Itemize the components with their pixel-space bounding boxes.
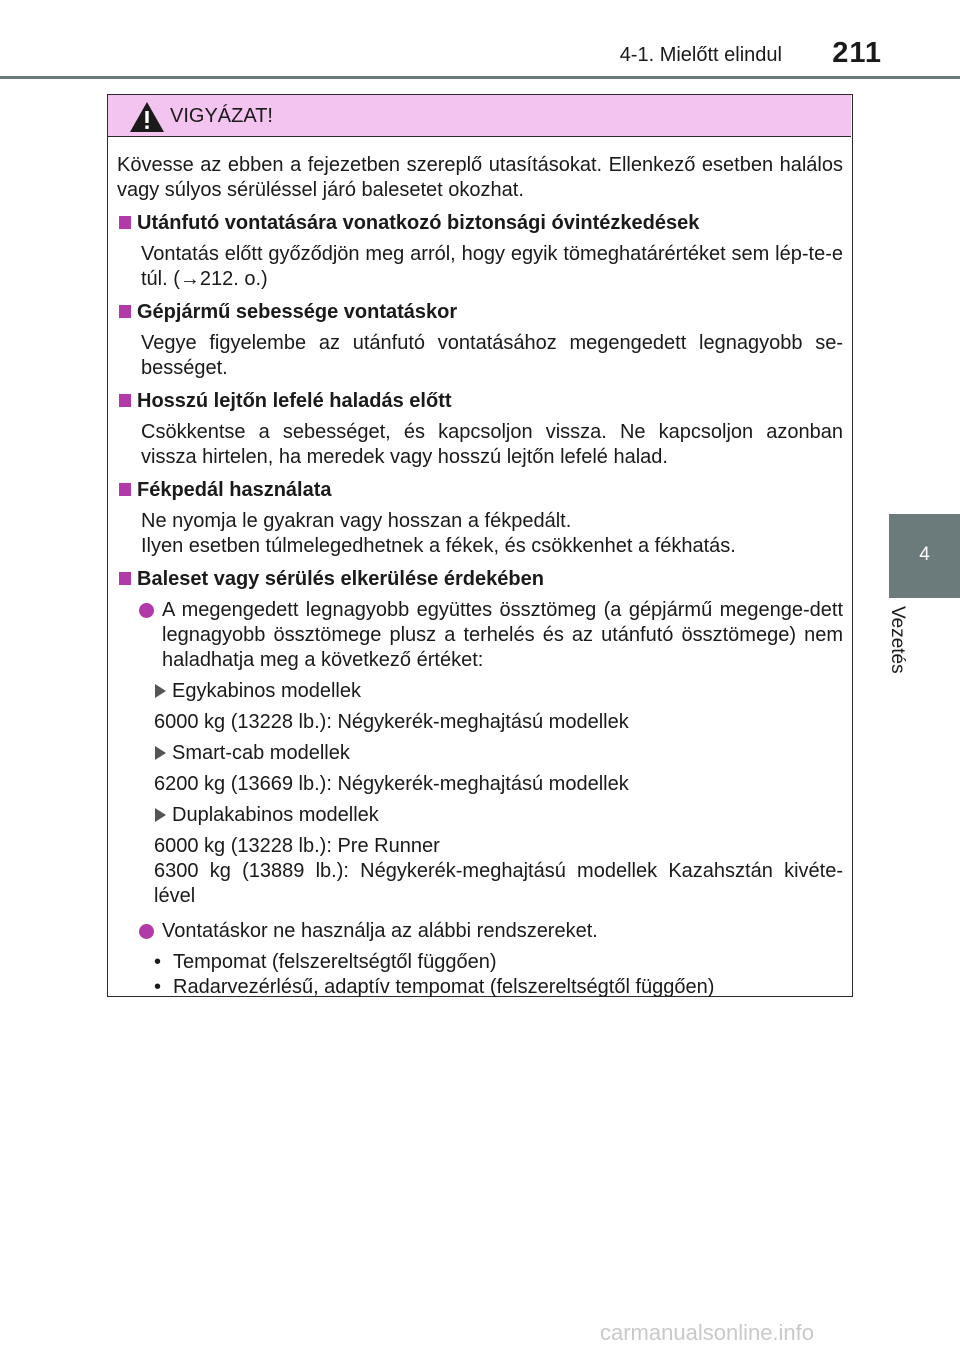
header-rule [0,76,960,79]
page-header [0,0,960,80]
circle-bullet-icon [139,924,154,939]
warning-title: VIGYÁZAT! [170,105,273,127]
chapter-label [887,606,928,686]
page-number: 211 [832,37,882,69]
model-value: 6000 kg (13228 lb.): Pre Runner 6300 kg (13889 lb.): Négykerék-meghajtású modellek Kazahsztán kivéte-lével [154,835,843,907]
section-body: Vontatás előtt győződjön meg arról, hogy egyik tömeghatárértéket sem lép-te-e túl. (→212. o.) [141,243,843,290]
model-heading: Smart-cab modellek [117,741,843,766]
triangle-right-icon [155,808,166,822]
list-item: • Tempomat (felszereltségtől függően) [154,951,497,973]
watermark: carmanualsonline.info [600,1320,815,1345]
section-body: Vegye figyelembe az utánfutó vontatásához megengedett legnagyobb se-bességet. [141,332,843,379]
section-heading: Fékpedál használata [117,478,843,503]
list-item: • Radarvezérlésű, adaptív tempomat (felszereltségtől függően) [154,976,715,998]
warning-box [107,94,853,997]
triangle-right-icon [155,746,166,760]
body-line: Ne nyomja le gyakran vagy hosszan a fékpedált. [141,510,572,532]
square-bullet-icon [119,572,131,585]
section-heading: Baleset vagy sérülés elkerülése érdekében [117,567,843,592]
model-value: 6200 kg (13669 lb.): Négykerék-meghajtású modellek [154,773,629,795]
section-heading: Utánfutó vontatására vonatkozó biztonsági óvintézkedések [117,211,843,236]
chapter-tab [889,514,960,598]
model-heading: Duplakabinos modellek [117,803,843,828]
section-body: Csökkentse a sebességet, és kapcsoljon vissza. Ne kapcsoljon azonban vissza hirtelen, ha meredek vagy hosszú lejtőn lefelé halad. [141,421,843,468]
square-bullet-icon [119,305,131,318]
warning-triangle-icon [129,101,165,133]
chapter-label-text: Vezetés [887,606,908,674]
chapter-number: 4 [919,544,930,565]
section-body [117,509,843,559]
warning-header [108,95,851,137]
model-value: 6000 kg (13228 lb.): Négykerék-meghajtású modellek [154,711,629,733]
section-heading: Gépjármű sebessége vontatáskor [117,300,843,325]
warning-intro: Kövesse az ebben a fejezetben szereplő utasításokat. Ellenkező esetben halálos vagy súlyos sérüléssel járó balesetet okozhat. [117,154,843,201]
triangle-right-icon [155,684,166,698]
square-bullet-icon [119,394,131,407]
square-bullet-icon [119,216,131,229]
model-heading: Egykabinos modellek [117,679,843,704]
round-bullet-item: A megengedett legnagyobb együttes össztömeg (a gépjármű megenge-dett legnagyobb össztömege plusz a terhelés és az utánfutó össztömege) nem haladhatja meg a következő értéket: [117,598,843,673]
round-bullet-item: Vontatáskor ne használja az alábbi rendszereket. [117,919,843,944]
systems-list [117,950,843,1000]
circle-bullet-icon [139,603,154,618]
body-line: Ilyen esetben túlmelegedhetnek a fékek, és csökkenhet a fékhatás. [141,535,736,557]
section-title: 4-1. Mielőtt elindul [619,44,782,66]
square-bullet-icon [119,483,131,496]
warning-content [117,153,843,1000]
section-heading: Hosszú lejtőn lefelé haladás előtt [117,389,843,414]
